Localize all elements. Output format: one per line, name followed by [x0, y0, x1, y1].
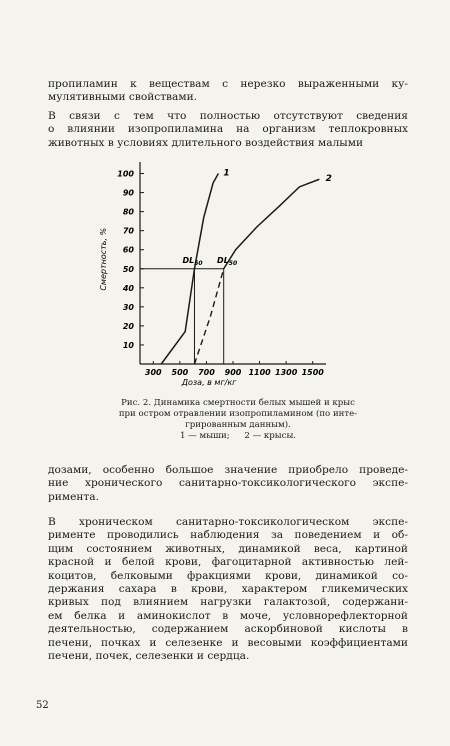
y-tick-label: 10: [122, 340, 134, 350]
legend-rats: 2 — крысы.: [244, 431, 297, 441]
curve-label: 2: [325, 174, 332, 185]
y-tick-label: 40: [122, 283, 134, 293]
dl50-annotation: [217, 256, 237, 267]
text-line: ние хронического санитарно-токсикологического экспе-: [48, 477, 408, 490]
y-tick-label: 50: [122, 264, 134, 274]
y-tick-label: 20: [122, 321, 134, 331]
text-line: красной и белой крови, фагоцитарной активностью лей-: [48, 556, 408, 569]
y-tick-label: 30: [122, 302, 134, 312]
dl50-annotation: [183, 256, 203, 267]
legend-mice: 1 — мыши;: [179, 431, 230, 441]
dl-label: DL: [182, 256, 195, 266]
figure-caption-line2: при остром отравлении изопропиламином (по инте-: [118, 409, 358, 419]
series-line-rats-dashed: [194, 269, 223, 364]
text-line: В хроническом санитарно-токсикологическом экспе-: [48, 516, 408, 528]
text-line: римента.: [48, 490, 99, 503]
text-line: В связи с тем что полностью отсутствуют сведения: [48, 110, 408, 122]
page-number: 52: [36, 700, 49, 711]
y-axis-label: Смертность, %: [99, 227, 108, 291]
text-line: печени, почках и селезенке и весовыми коэффициентами: [48, 636, 408, 649]
series-line-rats: [224, 179, 320, 269]
text-line: кривых под влиянием нагрузки галактозой, содержани-: [48, 596, 408, 609]
text-line: рименте проводились наблюдения за поведением и об-: [48, 529, 408, 542]
paragraph-context: [48, 110, 408, 150]
x-tick-label: 300: [144, 368, 162, 377]
text-line: дозами, особенно большое значение приобрело проведе-: [48, 464, 408, 476]
dl-label: DL: [217, 256, 229, 266]
text-line: пропиламин к веществам с нерезко выраженными ку-: [48, 78, 408, 90]
x-tick-label: 1100: [248, 368, 271, 377]
y-tick-label: 100: [117, 169, 134, 179]
text-line: коцитов, белковыми фракциями крови, динамикой со-: [48, 569, 408, 582]
y-tick-label: 90: [122, 188, 134, 198]
paragraph-chronic-methods: [48, 516, 408, 663]
figure-caption-line3: грированным данным).: [185, 420, 291, 430]
x-tick-label: 1500: [301, 368, 324, 377]
dl-subscript: 50: [228, 260, 238, 268]
text-line: щим состоянием животных, динамикой веса, картиной: [48, 542, 408, 555]
figure-caption-line1: Рис. 2. Динамика смертности белых мышей и крыс: [121, 398, 355, 408]
x-tick-label: 900: [224, 368, 242, 377]
paragraph-chronic-intro: [48, 464, 408, 504]
figure-caption-legend: [98, 431, 378, 442]
text-line: мулятивными свойствами.: [48, 91, 198, 104]
y-tick-label: 80: [122, 207, 134, 217]
x-tick-label: 500: [171, 368, 189, 377]
x-tick-label: 1300: [275, 368, 298, 377]
text-line: деятельностью, содержанием аскорбиновой кислоты в: [48, 623, 408, 636]
text-line: держания сахара в крови, характером гликемических: [48, 583, 408, 596]
paragraph-intro: [48, 78, 408, 105]
y-tick-label: 60: [122, 245, 134, 255]
x-axis-label: Доза, в мг/кг: [181, 378, 237, 387]
dl-subscript: 50: [194, 260, 203, 268]
x-tick-label: 700: [198, 368, 215, 377]
text-line: ем белка и аминокислот в моче, условнорефлекторной: [48, 609, 408, 622]
mortality-chart: [94, 158, 334, 398]
text-line: о влиянии изопропиламина на организм теплокровных: [48, 123, 408, 136]
text-line: животных в условиях длительного воздействия малыми: [48, 136, 364, 149]
y-tick-label: 70: [122, 226, 134, 236]
text-line: печени, почек, селезенки и сердца.: [48, 650, 250, 663]
curve-label: 1: [223, 168, 230, 179]
